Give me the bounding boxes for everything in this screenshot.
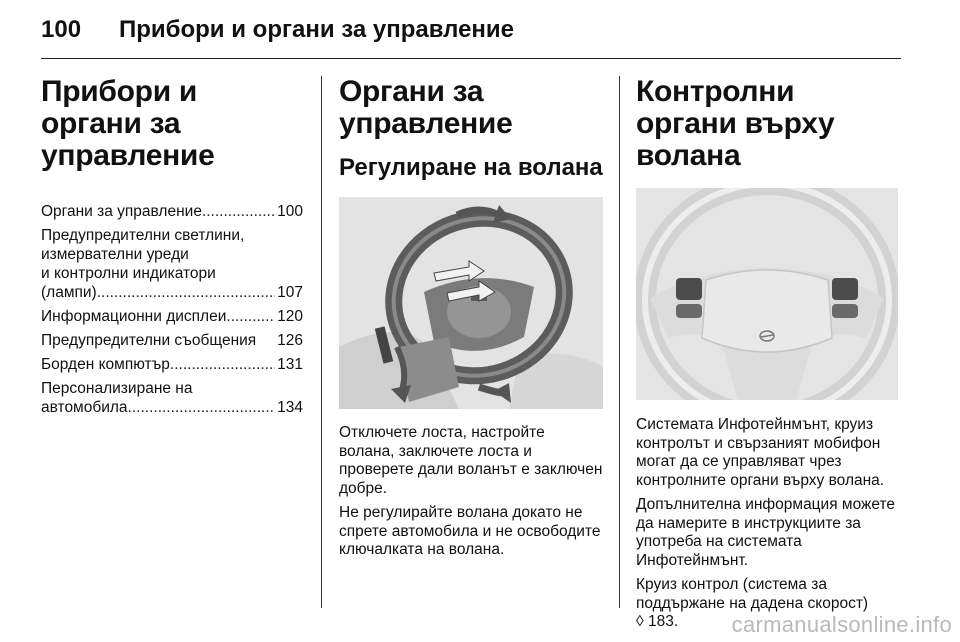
controls-column	[339, 72, 603, 566]
chapter-column	[41, 72, 303, 422]
toc-entry[interactable]	[41, 379, 303, 417]
toc-entry-line: и контролни индикатори	[41, 265, 216, 282]
table-of-contents	[41, 202, 303, 417]
paragraph: Не регулирайте волана докато не спрете автомобила и не освободите ключалката на волана.	[339, 504, 601, 558]
running-title: Прибори и органи за управление	[119, 16, 515, 43]
adjustment-instructions	[339, 424, 603, 560]
toc-entry-line: Персонализиране на	[41, 380, 193, 397]
wheel-controls-column	[636, 72, 900, 638]
toc-entry-page: 100	[277, 203, 303, 220]
page-number: 100	[41, 16, 82, 43]
toc-entry-page: 120	[277, 308, 303, 325]
toc-leader-dots	[170, 355, 275, 374]
toc-entry-label: Борден компютър	[41, 356, 170, 373]
page-reference-link[interactable]: 183.	[647, 613, 679, 630]
steering-wheel-adjust-drawing	[339, 197, 603, 409]
page-header	[41, 14, 901, 59]
toc-entry[interactable]	[41, 307, 303, 326]
toc-entry-line: Предупредителни светлини,	[41, 227, 245, 244]
wheel-controls-description	[636, 416, 900, 632]
toc-leader-dots	[97, 283, 275, 302]
paragraph: Отключете лоста, настройте волана, заключете лоста и проверете дали воланът е заключен добре.	[339, 424, 603, 497]
toc-entry-label: (лампи)	[41, 284, 97, 301]
paragraph-text: Круиз контрол (система за поддържане на дадена скорост)	[636, 576, 869, 612]
watermark: carmanualsonline.info	[731, 612, 952, 637]
section-title: Контролни органи върху волана	[636, 75, 835, 172]
toc-leader-dots	[202, 202, 275, 221]
toc-entry-label: автомобила	[41, 399, 128, 416]
toc-entry-page: 131	[277, 356, 303, 373]
section-title: Органи за управление	[339, 75, 513, 140]
steering-wheel-drawing	[636, 188, 898, 400]
toc-entry-page: 107	[277, 284, 303, 301]
steering-wheel-controls-illustration	[636, 188, 898, 400]
column-divider	[619, 76, 620, 608]
toc-entry-page: 134	[277, 399, 303, 416]
toc-leader-dots	[128, 398, 276, 417]
paragraph: Системата Инфотейнмънт, круиз контролът и свързаният мобифон могат да се управляват чрез контролните органи върху волана.	[636, 416, 885, 489]
steering-adjustment-illustration	[339, 197, 603, 409]
toc-entry[interactable]	[41, 202, 303, 221]
toc-entry-line: измервателни уреди	[41, 246, 189, 263]
toc-entry-page: 126	[277, 332, 303, 349]
toc-leader-dots	[226, 307, 275, 326]
toc-entry-label: Информационни дисплеи	[41, 308, 227, 325]
subsection-title: Регулиране на волана	[339, 154, 603, 181]
toc-entry[interactable]	[41, 355, 303, 374]
paragraph: Допълнителна информация можете да намерите в инструкциите за употреба на системата Инфотейнмънт.	[636, 496, 896, 569]
toc-entry[interactable]	[41, 331, 303, 350]
chapter-title: Прибори и органи за управление	[41, 75, 215, 172]
toc-entry-label: Предупредителни съобщения	[41, 332, 257, 349]
column-divider	[321, 76, 322, 608]
toc-entry[interactable]	[41, 226, 303, 302]
toc-entry-label: Органи за управление	[41, 203, 202, 220]
page-reference-icon: ◊	[636, 613, 644, 630]
